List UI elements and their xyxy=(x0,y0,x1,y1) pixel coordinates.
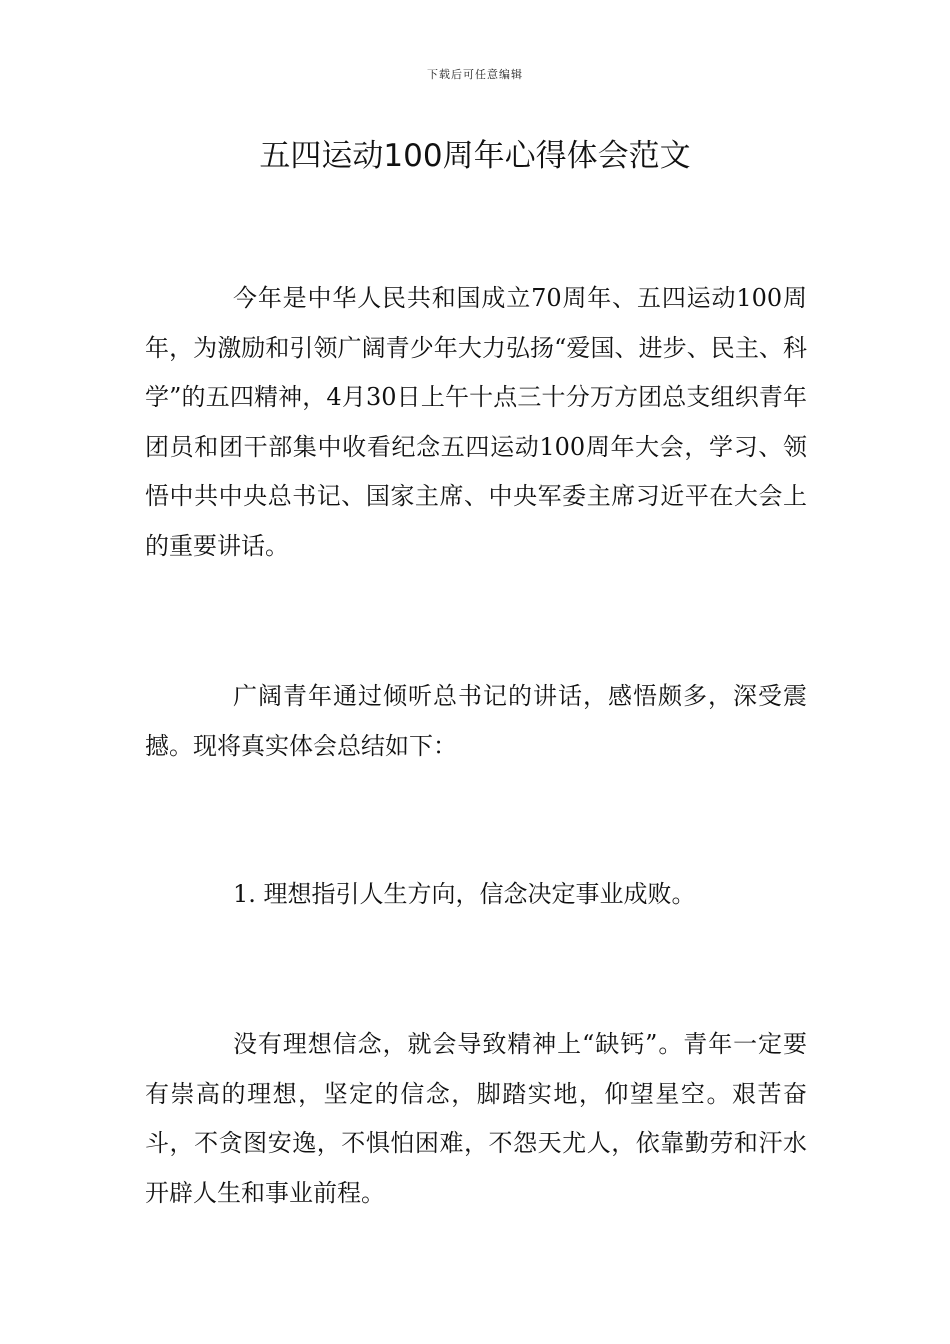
header-note: 下载后可任意编辑 xyxy=(427,68,523,81)
page-title: 五四运动100周年心得体会范文 xyxy=(259,138,691,174)
paragraph-reflection: 广阔青年通过倾听总书记的讲话，感悟颇多，深受震撼。现将真实体会总结如下： xyxy=(145,682,807,760)
paragraph-ideals: 没有理想信念，就会导致精神上“缺钙”。青年一定要有崇高的理想，坚定的信念，脚踏实地，仰望星空。艰苦奋斗，不贪图安逸，不惧怕困难，不怨天尤人，依靠勤劳和汗水开辟人生和事业前程。 xyxy=(145,1030,807,1207)
paragraph-intro: 今年是中华人民共和国成立70周年、五四运动100周年，为激励和引领广阔青少年大力弘扬“爱国、进步、民主、科学”的五四精神，4月30日上午十点三十分万方团总支组织青年团员和团干部集中收看纪念五四运动100周年大会，学习、领悟中共中央总书记、国家主席、中央军委主席习近平在大会上的重要讲话。 xyxy=(145,284,807,560)
section-heading-1: 1. 理想指引人生方向，信念决定事业成败。 xyxy=(233,880,696,908)
